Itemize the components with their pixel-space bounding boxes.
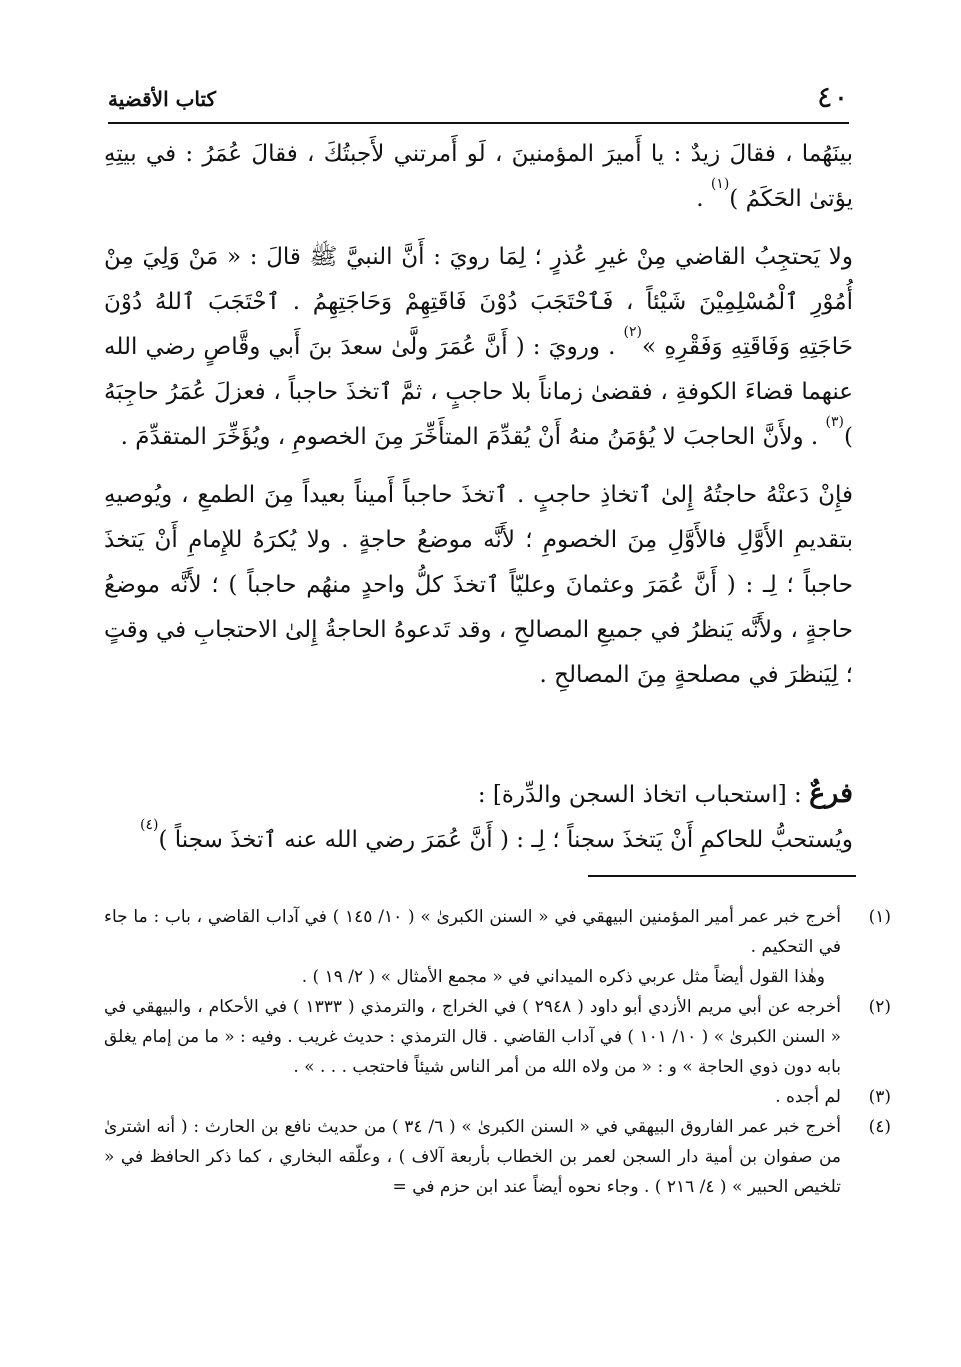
paragraph-4-text: ويُستحبُّ للحاكمِ أَنْ يَتخذَ سجناً ؛ لِـ : ( أَنَّ عُمَرَ رضي الله عنه ٱتخذَ سجناً ) bbox=[158, 827, 853, 853]
paragraph-4 bbox=[104, 818, 853, 863]
footnote-number: (١) bbox=[868, 907, 891, 927]
footnote-text: أخرج خبر عمر الفاروق البيهقي في « السنن الكبرىٰ » ( ٦/ ٣٤ ) من حديث نافع بن الحارث : ( أنه اشترىٰ من صفوان بن أمية دار السجن لعمر بن الخطاب بأربعة آلاف ) ، وعلّقه البخاري ، كما ذكر الحافظ في « تلخيص الحبير » ( ٤/ ٢١٦ ) . وجاء نحوه أيضاً عند ابن حزم في = bbox=[104, 1117, 841, 1197]
footnote-3 bbox=[104, 1082, 891, 1112]
footnote-4 bbox=[104, 1112, 891, 1202]
branch-label: فرعٌ bbox=[809, 778, 853, 809]
footnote-text: أخرج خبر عمر أمير المؤمنين البيهقي في « السنن الكبرىٰ » ( ١٠/ ١٤٥ ) في آداب القاضي ، باب : ما جاء في التحكيم . bbox=[104, 907, 841, 957]
section-gap bbox=[104, 711, 853, 771]
footnote-1-note bbox=[104, 962, 891, 992]
footnote-text: لم أجده . bbox=[775, 1087, 841, 1107]
footnote-number: (٤) bbox=[868, 1117, 891, 1137]
page-number: ٤٠ bbox=[816, 80, 849, 115]
footnote-ref-2: (٢) bbox=[623, 324, 642, 340]
footnote-number: (٣) bbox=[868, 1087, 891, 1107]
footnote-ref-1: (١) bbox=[710, 176, 730, 192]
footnote-separator bbox=[588, 875, 856, 877]
paragraph-2-text-c: . ولأَنَّ الحاجبَ لا يُؤمَنُ منهُ أَنْ يُقدِّمَ المتأَخِّرَ مِنَ الخصومِ ، ويُؤَخِّرَ المتقدِّمَ . bbox=[120, 424, 826, 450]
main-text bbox=[104, 132, 853, 876]
paragraph-2 bbox=[104, 235, 853, 460]
footnote-2 bbox=[104, 992, 891, 1082]
paragraph-2-text-a: ولا يَحتجِبُ القاضي مِنْ غيرِ عُذرٍ ؛ لِمَا رويَ : أَنَّ النبيَّ ﷺ قالَ : « مَنْ وَلِيَ مِنْ أُمُوْرِ ٱلْمُسْلِمِيْنَ شَيْئاً ، فَٱحْتَجَبَ دُوْنَ فَاقَتِهِمْ وَحَاجَتِهِمُ . ٱحْتَجَبَ ٱللهُ دُوْنَ حَاجَتِهِ وَفَاقَتِهِ وَفَقْرِهِ » bbox=[104, 244, 853, 360]
paragraph-2-text-b: . ورويَ : ( أَنَّ عُمَرَ ولَّىٰ سعدَ بنَ أَبي وقَّاصٍ رضي الله عنهما قضاءَ الكوفةِ ، فقضىٰ زماناً بلا حاجبٍ ، ثمَّ ٱتخذَ حاجباً ، فعزلَ عُمَرُ حاجِبَهُ ) bbox=[104, 334, 853, 450]
footnote-text: وهٰذا القول أيضاً مثل عربي ذكره الميداني في « مجمع الأمثال » ( ٢/ ١٩ ) . bbox=[301, 967, 825, 987]
footnote-ref-3: (٣) bbox=[825, 414, 845, 430]
branch-title: : [استحباب اتخاذ السجن والدِّرة] : bbox=[477, 782, 810, 808]
footnote-1 bbox=[104, 902, 891, 962]
branch-heading bbox=[104, 771, 853, 818]
paragraph-3 bbox=[104, 473, 853, 698]
paragraph-1 bbox=[104, 132, 853, 222]
footnote-text: أخرجه عن أبي مريم الأزدي أبو داود ( ٢٩٤٨ ) في الخراج ، والترمذي ( ١٣٣٣ ) في الأحكام ، والبيهقي في « السنن الكبرىٰ » ( ١٠/ ١٠١ ) في آداب القاضي . قال الترمذي : حديث غريب . وفيه : « ما من إمام يغلق بابه دون ذوي الحاجة » و : « من ولاه الله من أمر الناس شيئاً فاحتجب . . . » . bbox=[104, 997, 842, 1077]
footnotes bbox=[104, 902, 891, 1202]
running-title: كتاب الأقضية bbox=[108, 87, 217, 111]
paragraph-3-text: فإِنْ دَعتْهُ حاجتُهُ إِلىٰ ٱتخاذِ حاجبٍ . ٱتخذَ حاجباً أَميناً بعيداً مِنَ الطمعِ ، ويُوصيهِ بتقديمِ الأَوَّلِ فالأَوَّلِ مِنَ الخصومِ ؛ لأَنَّه موضعُ حاجةٍ . ولا يُكرَهُ للإِمامِ أَنْ يَتخذَ حاجباً ؛ لِـ : ( أَنَّ عُمَرَ وعثمانَ وعليّاً ٱتخذَ كلُّ واحدٍ منهُم حاجباً ) ؛ لأَنَّه موضعُ حاجةٍ ، ولأَنَّه يَنظرُ في جميعِ المصالحِ ، وقد تَدعوهُ الحاجةُ إِلىٰ الاحتجابِ في وقتٍ ؛ لِيَنظرَ في مصلحةٍ مِنَ المصالحِ . bbox=[104, 482, 853, 688]
footnote-number: (٢) bbox=[868, 997, 891, 1017]
paragraph-1-end: . bbox=[696, 186, 711, 212]
paragraph-1-text: بينَهُما ، فقالَ زيدٌ : يا أَميرَ المؤمنينَ ، لَو أَمرتني لأَجبتُكَ ، فقالَ عُمَرُ : في بيتِهِ يؤتىٰ الحَكَمُ ) bbox=[104, 141, 853, 212]
page-header bbox=[108, 78, 849, 124]
footnote-ref-4: (٤) bbox=[140, 817, 159, 833]
